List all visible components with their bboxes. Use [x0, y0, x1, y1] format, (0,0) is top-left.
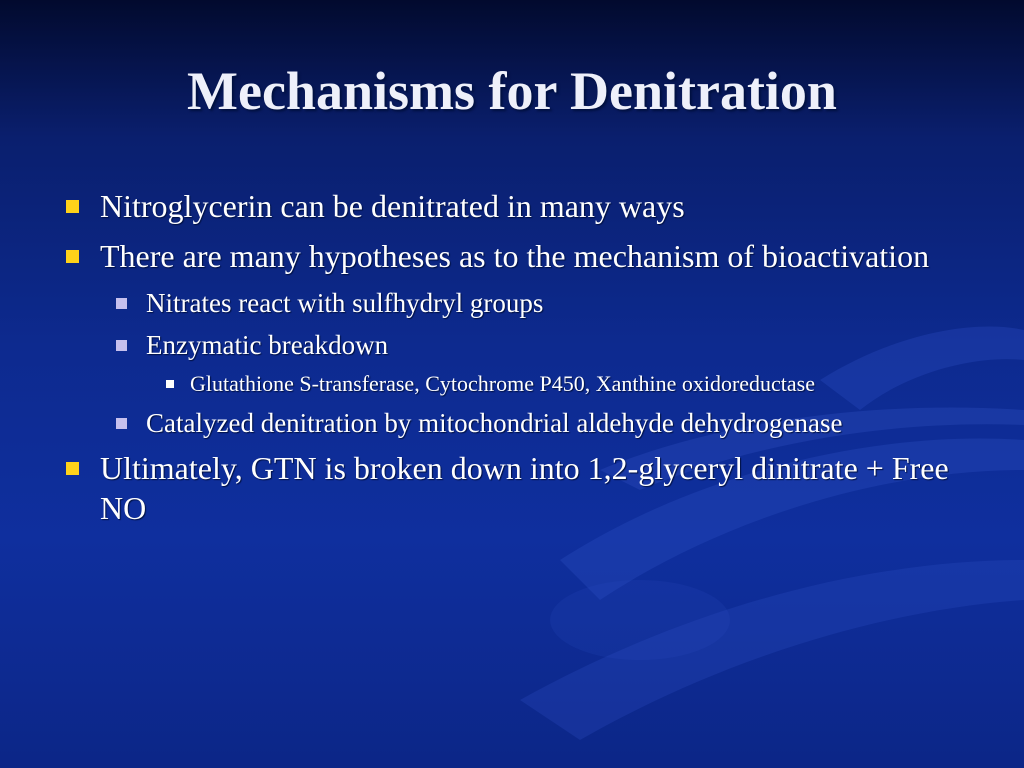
yellow-square-bullet-icon [66, 250, 79, 263]
bullet-item-level1 [60, 186, 960, 226]
bullet-item-level3 [60, 370, 960, 398]
yellow-square-bullet-icon [66, 462, 79, 475]
bullet-text: Nitrates react with sulfhydryl groups [146, 288, 544, 318]
bullet-text: Catalyzed denitration by mitochondrial aldehyde dehydrogenase [146, 408, 843, 438]
bullet-item-level1 [60, 448, 960, 528]
bullet-text: Ultimately, GTN is broken down into 1,2-glyceryl dinitrate + Free NO [100, 450, 949, 526]
white-square-bullet-icon [166, 380, 174, 388]
yellow-square-bullet-icon [66, 200, 79, 213]
bullet-text: There are many hypotheses as to the mechanism of bioactivation [100, 238, 930, 274]
bullet-list [60, 186, 960, 538]
bullet-text: Enzymatic breakdown [146, 330, 389, 360]
lavender-square-bullet-icon [116, 340, 127, 351]
bullet-text: Glutathione S-transferase, Cytochrome P450, Xanthine oxidoreductase [190, 371, 816, 396]
slide-title: Mechanisms for Denitration [187, 61, 837, 121]
bullet-item-level2 [60, 286, 960, 320]
bullet-item-level1 [60, 236, 960, 276]
lavender-square-bullet-icon [116, 418, 127, 429]
bullet-item-level2 [60, 328, 960, 362]
bullet-text: Nitroglycerin can be denitrated in many ways [100, 188, 685, 224]
bullet-item-level2 [60, 406, 960, 440]
lavender-square-bullet-icon [116, 298, 127, 309]
